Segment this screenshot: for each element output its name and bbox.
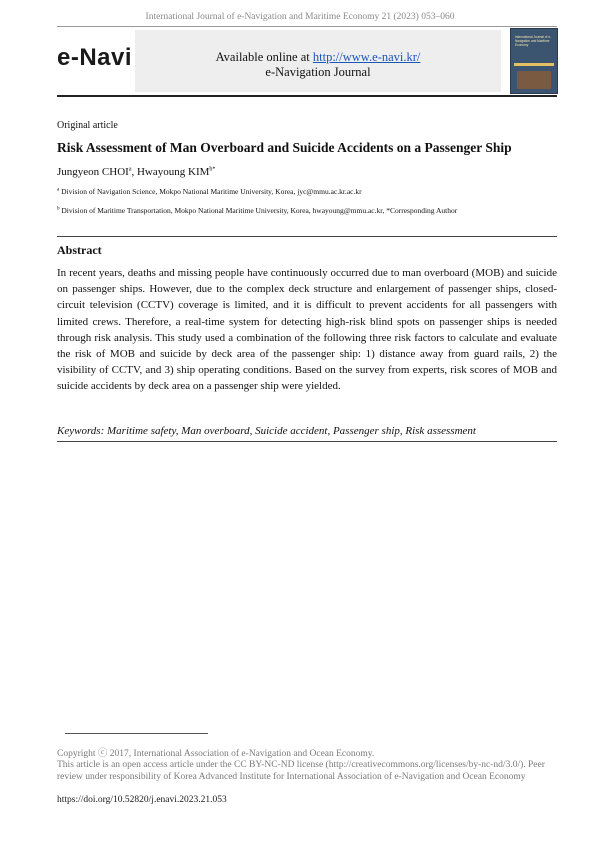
- affiliation-text: Division of Maritime Transportation, Mokpo National Maritime University, Korea, hwayoung@mmu.ac.kr, *Corresponding Author: [59, 206, 458, 215]
- article-title: Risk Assessment of Man Overboard and Suicide Accidents on a Passenger Ship: [57, 140, 512, 155]
- doi-link[interactable]: https://doi.org/10.52820/j.enavi.2023.21.053: [57, 795, 227, 805]
- cover-stripe: [514, 63, 554, 66]
- affiliation-marker: a: [57, 187, 60, 193]
- abstract-body: In recent years, deaths and missing people have continuously occurred due to man overboard (MOB) and suicide on passenger ships. However, due to the complex deck structure and enlargement of passenger ships, closed-circuit television (CCTV) coverage is limited, and it is difficult to prevent accidents for all passengers with limited crews. Therefore, a real-time system for detecting high-risk blind spots on passenger ships is needed through risk analysis. This study used a combination of the following three risk factors to calculate and evaluate the risk of MOB and suicide by deck area of the passenger ship: 1) distance away from guard rails, 2) the visibility of CCTV, and 3) ship operating conditions. Based on the survey from experts, risk scores of MOB and suicide accidents by deck area on a passenger ship were yielded.: [57, 267, 557, 393]
- author-name: Jungyeon CHOI: [57, 166, 129, 178]
- article-type: Original article: [57, 120, 118, 131]
- cover-title: International Journal of e-Navigation and Maritime Economy: [515, 35, 552, 47]
- journal-website-link[interactable]: http://www.e-navi.kr/: [312, 50, 421, 64]
- journal-cover-image: [510, 28, 558, 94]
- author-superscript: a: [128, 166, 132, 173]
- abstract-divider-top: [57, 236, 557, 237]
- copyright-notice: Copyright ⓒ 2017, International Association of e-Navigation and Ocean Economy.: [57, 749, 375, 759]
- journal-logo: [57, 44, 132, 72]
- keywords: Keywords: Maritime safety, Man overboard, Suicide accident, Passenger ship, Risk assessment: [57, 425, 476, 437]
- license-notice: This article is an open access article under the CC BY-NC-ND license (http://creativecommons.org/licenses/by-nc-nd/3.0/). Peer review under responsibility of Korea Advanced Institute for International Association of e-Navigation and Ocean Economy: [57, 760, 545, 782]
- availability-line: [135, 50, 501, 65]
- author-name: Hwayoung KIM: [136, 166, 210, 178]
- author-list: [57, 166, 215, 178]
- cover-photo: [517, 71, 551, 89]
- journal-citation: International Journal of e-Navigation and Maritime Economy 21 (2023) 053–060: [145, 12, 455, 22]
- author-superscript: b*: [209, 166, 216, 173]
- affiliation-marker: b: [57, 206, 60, 212]
- affiliation-b: [57, 206, 457, 215]
- affiliation-text: Division of Navigation Science, Mokpo National Maritime University, Korea, jyc@mmu.ac.kr.ac.kr: [59, 187, 362, 196]
- affiliation-a: [57, 187, 362, 196]
- header-divider-top: [57, 26, 557, 27]
- journal-name: e-Navigation Journal: [265, 65, 371, 79]
- logo-text: e-Navi: [57, 44, 133, 71]
- abstract-heading: Abstract: [57, 243, 102, 257]
- header-divider-bottom: [57, 95, 557, 97]
- footnote-divider: [65, 733, 208, 734]
- author-separator: ,: [131, 166, 137, 178]
- abstract-divider-bottom: [57, 441, 557, 442]
- availability-prefix: Available online at: [215, 50, 313, 64]
